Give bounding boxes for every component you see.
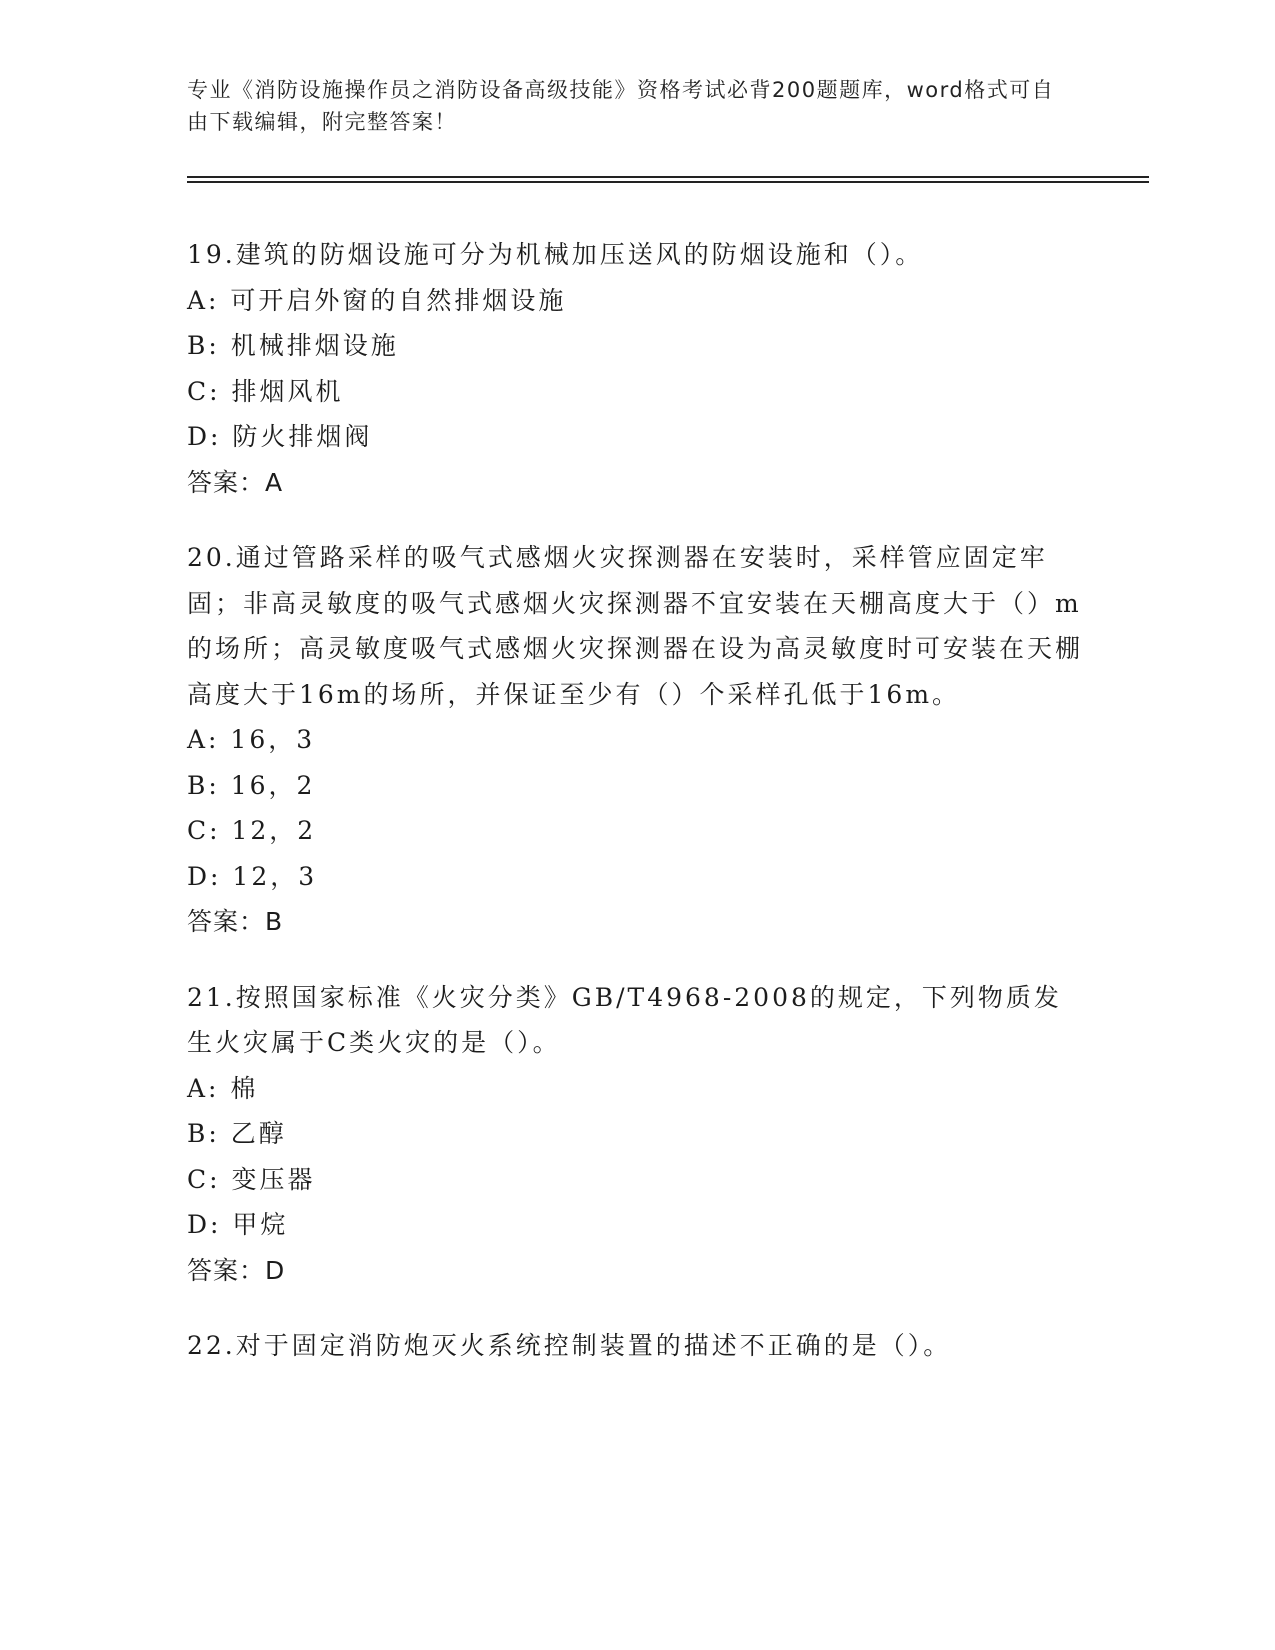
option-a: A: 棉 [187,1073,259,1103]
question-text: 21.按照国家标准《火灾分类》GB/T4968-2008的规定，下列物质发生火灾属于C类火灾的是（）。 [187,982,1062,1057]
question-19 [187,232,1087,505]
question-text: 19.建筑的防烟设施可分为机械加压送风的防烟设施和（）。 [187,240,924,269]
option-b: B: 16，2 [187,770,316,800]
answer: 答案：D [187,1255,286,1285]
header-rule-bottom [187,181,1149,183]
option-c: C: 12，2 [187,816,317,845]
option-d: D: 甲烷 [187,1210,289,1239]
option-c: C: 排烟风机 [187,376,344,406]
question-list [187,232,1087,1399]
option-a: A: 可开启外窗的自然排烟设施 [187,285,567,315]
option-b: B: 乙醇 [187,1119,287,1148]
question-text: 20.通过管路采样的吸气式感烟火灾探测器在安装时，采样管应固定牢固；非高灵敏度的吸气式感烟火灾探测器不宜安装在天棚高度大于（）m的场所；高灵敏度吸气式感烟火灾探测器在设为高灵敏度时可安装在天棚高度大于16m的场所，并保证至少有（）个采样孔低于16m。 [187,543,1084,709]
option-a: A: 16，3 [187,725,316,754]
option-d: D: 12，3 [187,861,318,891]
header-rule-top [187,176,1149,178]
question-21 [187,975,1087,1294]
option-c: C: 变压器 [187,1164,316,1194]
question-text: 22.对于固定消防炮灭火系统控制装置的描述不正确的是（）。 [187,1331,952,1360]
document-header: 专业《消防设施操作员之消防设备高级技能》资格考试必背200题题库，word格式可自由下载编辑，附完整答案！ [187,78,1055,134]
answer: 答案：B [187,907,284,936]
question-20 [187,535,1087,945]
answer: 答案：A [187,467,284,497]
question-22 [187,1323,1087,1369]
option-d: D: 防火排烟阀 [187,422,373,451]
option-b: B: 机械排烟设施 [187,331,399,360]
